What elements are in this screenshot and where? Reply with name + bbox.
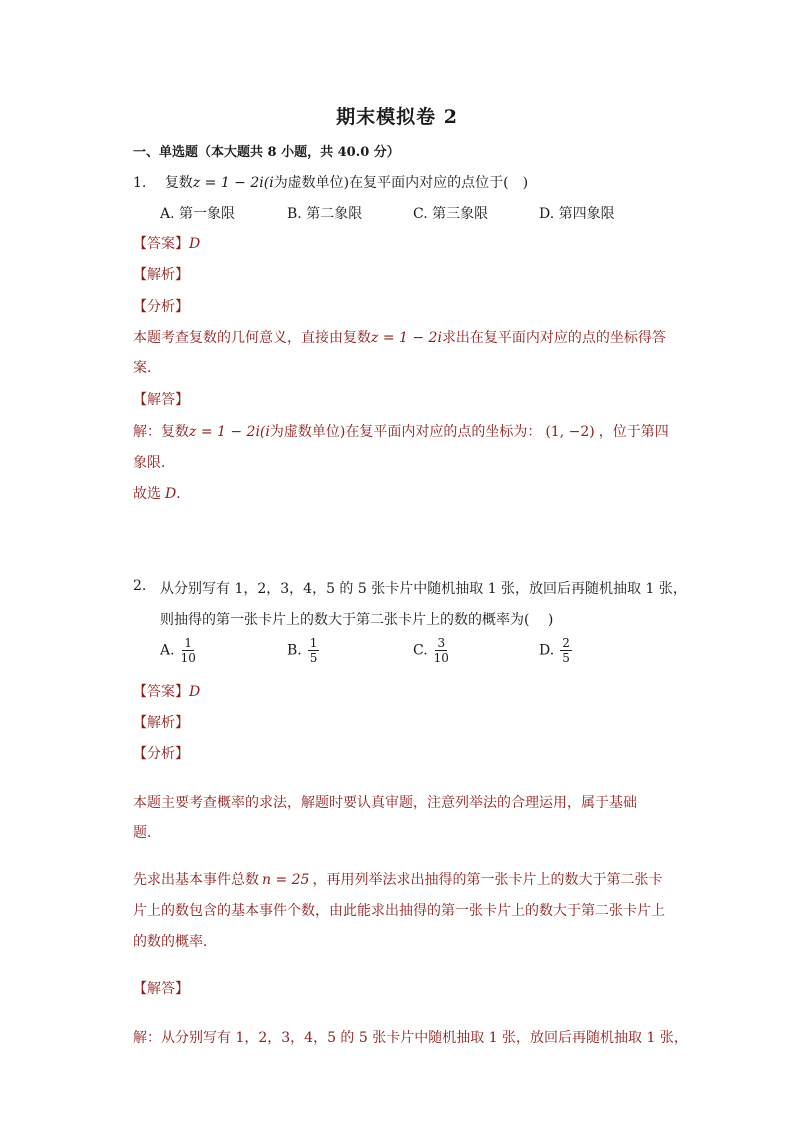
answer-line: 【答案】D — [133, 684, 201, 700]
option-a: A. 第一象限 — [160, 206, 236, 222]
section-heading: 一、单选题（本大题共 8 小题，共 40.0 分） — [133, 145, 400, 160]
jieda-label: 【解答】 — [133, 981, 189, 997]
option-b: B. 第二象限 — [287, 206, 363, 222]
answer-value: D — [189, 236, 201, 252]
question-number: 1. — [133, 175, 147, 191]
answer-value: D — [189, 684, 201, 700]
option-c: C. $\frac{3}{10}$ — [413, 636, 449, 665]
method-text-cont: 片上的数包含的基本事件个数，由此能求出抽得的第一张卡片上的数大于第二张卡片上 — [133, 903, 665, 919]
solution-text: 解：复数z = 1 − 2i(i为虚数单位)在复平面内对应的点的坐标为： (1, −2) ，位于第四 — [133, 424, 669, 440]
solution-text-cont: 象限． — [133, 455, 175, 471]
option-b: B. $\frac{1}{5}$ — [287, 636, 318, 665]
solution-text: 解：从分别写有 1，2，3，4，5 的 5 张卡片中随机抽取 1 张，放回后再随机抽取 1 张， — [133, 1030, 688, 1046]
fenxi-label: 【分析】 — [133, 746, 189, 762]
fenxi-text-cont: 案． — [133, 360, 161, 376]
page-title: 期末模拟卷 2 — [336, 106, 458, 128]
method-text: 先求出基本事件总数 n = 25 ，再用列举法求出抽得的第一张卡片上的数大于第二张卡 — [133, 872, 663, 888]
option-a: A. $\frac{1}{10}$ — [160, 636, 196, 665]
option-d: D. 第四象限 — [539, 206, 615, 222]
fraction: $\frac{2}{5}$ — [562, 636, 570, 665]
fraction: $\frac{3}{10}$ — [433, 636, 449, 665]
option-c: C. 第三象限 — [413, 206, 489, 222]
fenxi-text-cont: 题． — [133, 825, 161, 841]
fenxi-label: 【分析】 — [133, 299, 189, 315]
jieda-label: 【解答】 — [133, 392, 189, 408]
method-text-end: 的数的概率． — [133, 934, 217, 950]
question-2-stem-1: 从分别写有 1，2，3，4，5 的 5 张卡片中随机抽取 1 张，放回后再随机抽取 1 张， — [160, 581, 687, 597]
answer-line: 【答案】D — [133, 236, 201, 252]
fenxi-text: 本题考查复数的几何意义，直接由复数z = 1 − 2i求出在复平面内对应的点的坐标得答 — [133, 330, 666, 346]
math-expression: z = 1 − 2i(i — [192, 175, 274, 191]
choose-line: 故选 D． — [133, 486, 191, 502]
fraction: $\frac{1}{5}$ — [309, 636, 318, 665]
fenxi-text: 本题主要考查概率的求法，解题时要认真审题，注意列举法的合理运用，属于基础 — [133, 795, 637, 811]
jiexi-label: 【解析】 — [133, 715, 189, 731]
jiexi-label: 【解析】 — [133, 267, 189, 283]
option-d: D. $\frac{2}{5}$ — [539, 636, 570, 665]
question-2-number: 2. — [133, 578, 147, 594]
question-1-stem: 1. 复数z = 1 − 2i(i为虚数单位)在复平面内对应的点位于( ) — [133, 175, 529, 191]
fraction: $\frac{1}{10}$ — [180, 636, 196, 665]
question-2-stem-2: 则抽得的第一张卡片上的数大于第二张卡片上的数的概率为( ) — [160, 612, 554, 628]
